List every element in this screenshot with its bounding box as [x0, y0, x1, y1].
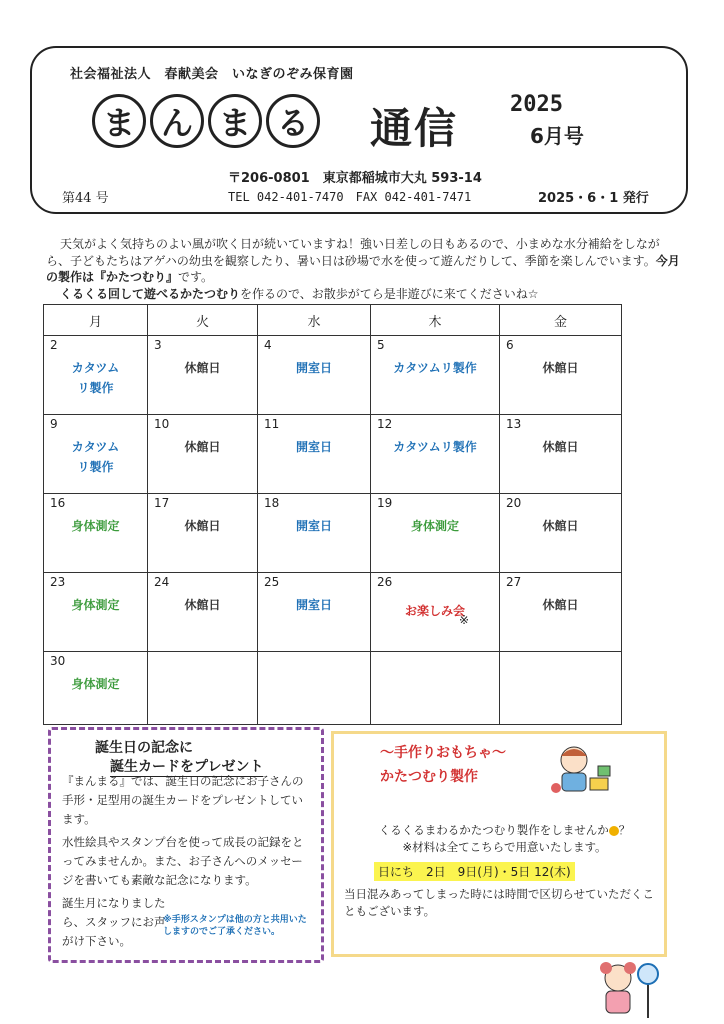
- day-number: 11: [264, 417, 280, 431]
- intro-line-end: です。: [178, 270, 214, 284]
- calendar-table: [43, 304, 622, 725]
- day-event: 開室日: [295, 361, 332, 375]
- day-number: 10: [154, 417, 170, 431]
- logo-char-1: ま: [92, 94, 146, 148]
- birthday-title-1: 誕生日の記念に: [95, 740, 193, 756]
- calendar-day-cell: [258, 415, 371, 494]
- calendar-day-cell: [371, 573, 500, 652]
- calendar-day-cell: [44, 336, 148, 415]
- day-number: 23: [50, 575, 66, 589]
- calendar-header-4: 金: [500, 305, 622, 336]
- calendar-header-0: 月: [44, 305, 148, 336]
- logo-char-2: ん: [150, 94, 204, 148]
- day-number: 9: [50, 417, 58, 431]
- intro-emphasis-2: くるくる回して遊べるかたつむり: [60, 286, 241, 301]
- day-event: 開室日: [295, 440, 332, 454]
- intro-text: [46, 236, 682, 302]
- day-event: 休館日: [184, 440, 221, 454]
- calendar-week: [44, 494, 622, 573]
- day-number: 27: [506, 575, 522, 589]
- calendar-header-3: 木: [371, 305, 500, 336]
- intro-line-2: を作るので、お散歩がてら是非遊びに来てくださいね☆: [240, 286, 539, 301]
- day-event: 身体測定: [71, 519, 120, 533]
- day-note-mark: ※: [458, 613, 469, 627]
- day-event: 休館日: [542, 361, 579, 375]
- calendar-day-cell: [371, 652, 500, 725]
- calendar-day-cell: [44, 415, 148, 494]
- day-number: 6: [506, 338, 514, 352]
- calendar-day-cell: [148, 573, 258, 652]
- calendar-day-cell: [44, 652, 148, 725]
- issue-month: 6月号: [530, 124, 584, 148]
- calendar-week: [44, 573, 622, 652]
- day-event: 休館日: [542, 598, 579, 612]
- newsletter-title: 通信: [370, 104, 459, 153]
- calendar-day-cell: [258, 573, 371, 652]
- smile-icon: [609, 826, 619, 836]
- day-event: 休館日: [542, 519, 579, 533]
- birthday-note: ※手形スタンプは他の方と共用いたしますのでご了承ください。: [163, 915, 307, 937]
- girl-with-sign-illustration: [596, 960, 668, 1020]
- toy-title-1: ～手作りおもちゃ～: [380, 745, 506, 761]
- day-event: 身体測定: [71, 677, 120, 691]
- intro-emphasis: 今月の製作は『かたつむり』: [46, 253, 680, 284]
- calendar-day-cell: [500, 415, 622, 494]
- address: 〒206-0801 東京都稲城市大丸 593-14: [228, 171, 482, 186]
- day-event: カタツムリ製作: [393, 440, 477, 454]
- phone-fax: TEL 042-401-7470 FAX 042-401-7471: [228, 190, 472, 204]
- toy-dates: 日にち 2日 9日(月)・5日 12(木): [374, 862, 575, 881]
- day-number: 12: [377, 417, 393, 431]
- day-number: 2: [50, 338, 58, 352]
- calendar-day-cell: [44, 494, 148, 573]
- intro-line: 天気がよく気持ちのよい風が吹く日が続いていますね！強い日差しの日もあるので、小まめな水分補給をしながら、子どもたちはアゲハの幼虫を観察したり、暑い日は砂場で水を使って遊んだりして、季節を楽しんでいます。: [46, 237, 660, 268]
- day-number: 16: [50, 496, 66, 510]
- day-event: カタツムリ製作: [393, 361, 477, 375]
- calendar-day-cell: [500, 652, 622, 725]
- logo-char-4: る: [266, 94, 320, 148]
- calendar-day-cell: [148, 415, 258, 494]
- toy-title-2: かたつむり製作: [380, 769, 478, 785]
- calendar-week: [44, 652, 622, 725]
- calendar-day-cell: [258, 652, 371, 725]
- calendar-day-cell: [371, 415, 500, 494]
- toy-body: [352, 822, 657, 856]
- calendar-day-cell: [258, 336, 371, 415]
- day-event: 休館日: [184, 598, 221, 612]
- calendar-day-cell: [44, 573, 148, 652]
- day-number: 26: [377, 575, 393, 589]
- calendar-day-cell: [148, 652, 258, 725]
- day-event: お楽しみ会: [404, 604, 465, 618]
- day-number: 13: [506, 417, 522, 431]
- day-event: 開室日: [295, 598, 332, 612]
- day-number: 3: [154, 338, 162, 352]
- calendar-day-cell: [500, 573, 622, 652]
- calendar-header-2: 水: [258, 305, 371, 336]
- calendar-day-cell: [500, 336, 622, 415]
- organization-name: 社会福祉法人 春献美会 いなぎのぞみ保育園: [70, 67, 354, 82]
- day-number: 24: [154, 575, 170, 589]
- calendar-day-cell: [371, 336, 500, 415]
- day-number: 30: [50, 654, 66, 668]
- issue-year: 2025: [510, 92, 563, 117]
- calendar-day-cell: [500, 494, 622, 573]
- day-number: 17: [154, 496, 170, 510]
- issue-number: 第44 号: [62, 191, 109, 206]
- day-event: 休館日: [542, 440, 579, 454]
- calendar-header-1: 火: [148, 305, 258, 336]
- toy-question: くるくるまわるかたつむり製作をしませんか: [378, 823, 609, 837]
- calendar-week: [44, 415, 622, 494]
- calendar-week: [44, 336, 622, 415]
- calendar-day-cell: [148, 494, 258, 573]
- day-event: 休館日: [184, 361, 221, 375]
- day-event: カタツムリ製作: [71, 440, 120, 474]
- day-number: 25: [264, 575, 280, 589]
- birthday-paragraph-3: 誕生月になりましたら、スタッフにお声がけ下さい。: [62, 896, 166, 948]
- day-event: カタツムリ製作: [71, 361, 120, 395]
- child-playing-illustration: [548, 740, 620, 800]
- birthday-title-2: 誕生カードをプレゼント: [110, 756, 263, 777]
- calendar-day-cell: [148, 336, 258, 415]
- calendar-day-cell: [371, 494, 500, 573]
- birthday-paragraph-2: 水性絵具やスタンプ台を使って成長の記録をとってみませんか。また、お子さんへのメッセージを書いても素敵な記念になります。: [62, 835, 304, 887]
- day-event: 開室日: [295, 519, 332, 533]
- calendar-day-cell: [258, 494, 371, 573]
- logo-char-3: ま: [208, 94, 262, 148]
- toy-question-end: ？: [618, 823, 631, 837]
- day-event: 身体測定: [71, 598, 120, 612]
- day-number: 18: [264, 496, 280, 510]
- day-number: 19: [377, 496, 393, 510]
- birthday-paragraph-1: 『まんまる』では、誕生日の記念にお子さんの手形・足型用の誕生カードをプレゼントしています。: [62, 774, 304, 826]
- publication-date: 2025・6・1 発行: [538, 191, 649, 206]
- day-event: 身体測定: [410, 519, 459, 533]
- day-number: 4: [264, 338, 272, 352]
- toy-note: 当日混みあってしまった時には時間で区切らせていただくこともございます。: [344, 887, 655, 918]
- day-event: 休館日: [184, 519, 221, 533]
- day-number: 5: [377, 338, 385, 352]
- toy-materials: ※材料は全てこちらで用意いたします。: [402, 840, 607, 854]
- day-number: 20: [506, 496, 522, 510]
